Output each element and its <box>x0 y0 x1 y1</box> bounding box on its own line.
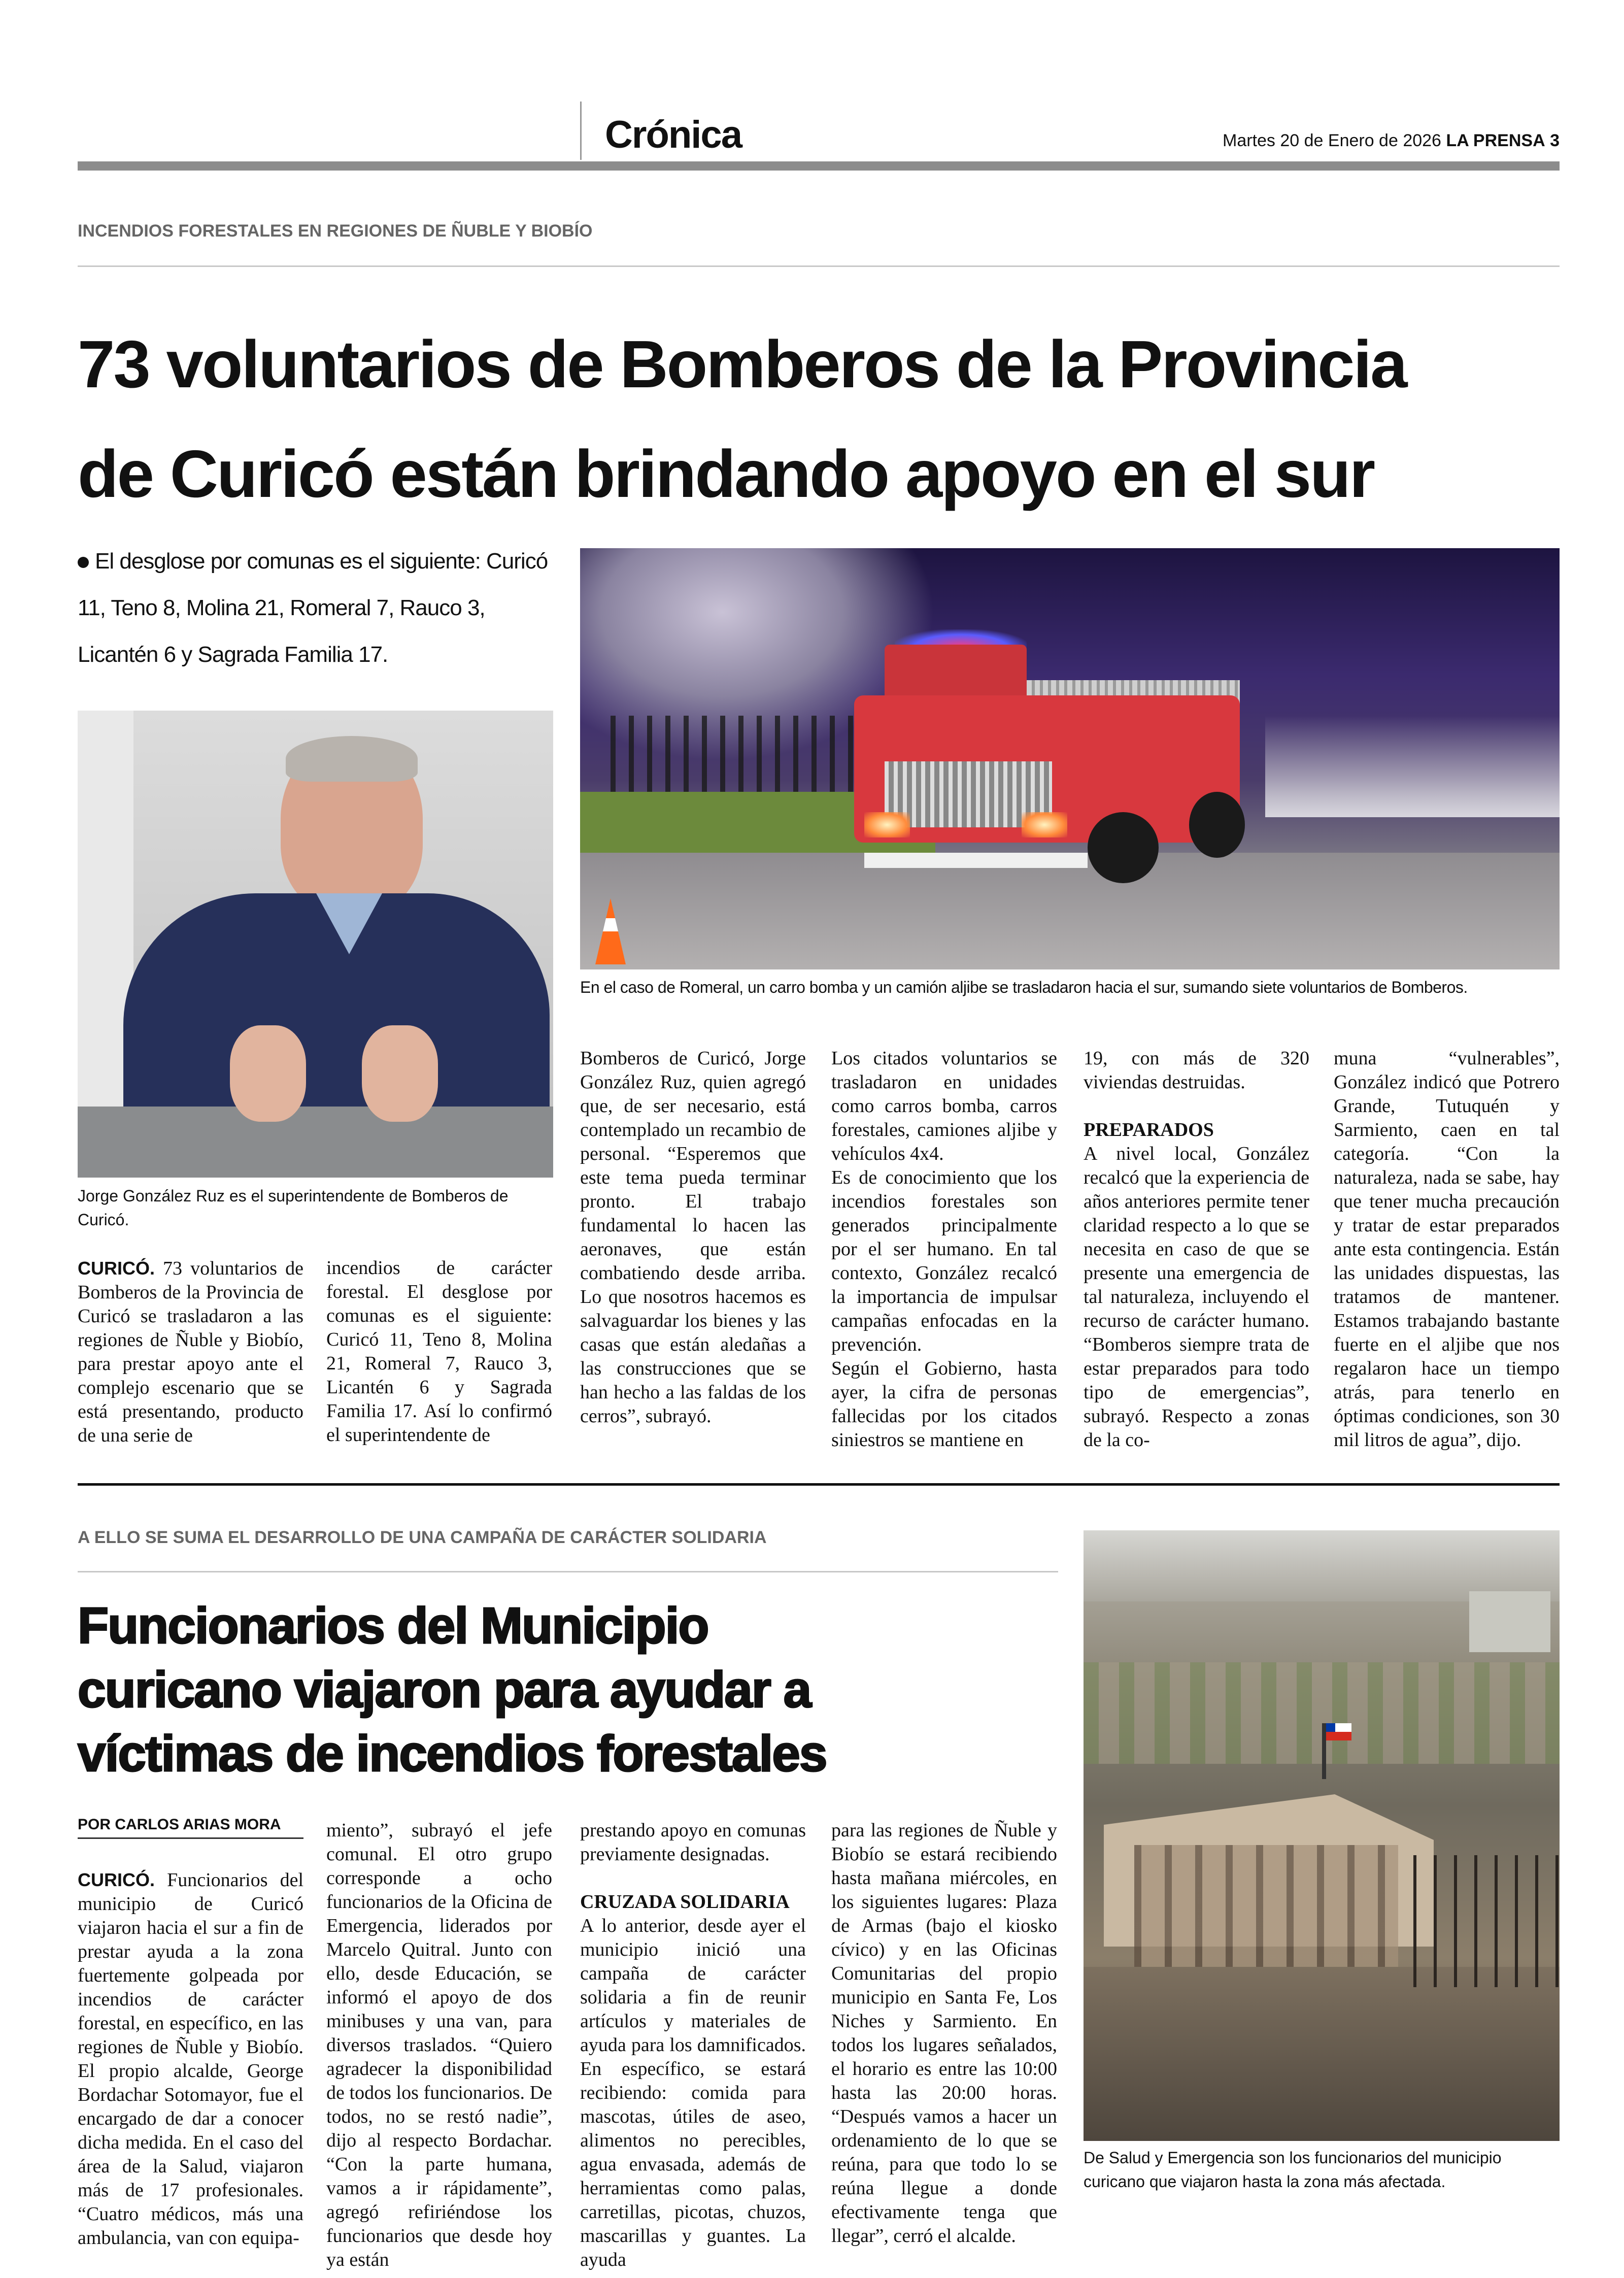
header-separator <box>580 102 582 160</box>
article1-column-6 <box>1334 1047 1560 1452</box>
body-text: 73 voluntarios de Bomberos de la Provincia de Curicó se trasladaron a las regiones de Ñuble y Biobío, para prestar apoyo ante el complejo escenario que se está presentando, producto de una serie de <box>78 1258 303 1446</box>
bullet-icon <box>78 557 89 568</box>
body-text: 19, con más de 320 viviendas destruidas. <box>1084 1048 1309 1093</box>
article2-column-1 <box>78 1868 303 2250</box>
ruins-photo-caption: De Salud y Emergencia son los funcionarios del municipio curicano que viajaron hasta la zona más afectada. <box>1084 2149 1502 2191</box>
article1-headline <box>78 310 1560 529</box>
body-text: miento”, subrayó el jefe comunal. El otro grupo corresponde a ocho funcionarios de la Oficina de Emergencia, liderados por Marcelo Quitral. Junto con ello, desde Educación, se informó el apoyo de dos minibuses y una van, para diversos traslados. “Quiero agradecer la disponibilidad de todos los funcionarios. De todos, no se restó nadie”, dijo al respecto Bordachar. “Con la parte humana, vamos a ir rápidamente”, agregó refiriéndose los funcionarios que desde hoy ya están <box>326 1820 552 2270</box>
article1-intro <box>78 538 553 678</box>
headline-line: Funcionarios del Municipio <box>78 1597 708 1654</box>
issue-date: Martes 20 de Enero de 2026 <box>1223 131 1441 150</box>
header-rule <box>78 161 1560 171</box>
headline-line: curicano viajaron para ayudar a <box>78 1661 811 1718</box>
paper-name: LA PRENSA <box>1446 131 1545 150</box>
article-divider <box>78 1483 1560 1486</box>
dateline <box>1223 131 1560 151</box>
article1-column-1 <box>78 1256 303 1448</box>
article1-column-3 <box>580 1047 806 1428</box>
intro-text: El desglose por comunas es el siguiente: Curicó 11, Teno 8, Molina 21, Romeral 7, Rauco 3, Licantén 6 y Sagrada Familia 17. <box>78 549 548 667</box>
truck-photo-caption: En el caso de Romeral, un carro bomba y un camión aljibe se trasladaron hacia el sur, sumando siete voluntarios de Bomberos. <box>580 978 1468 996</box>
body-text: Los citados voluntarios se trasladaron en unidades como carros bomba, carros forestales, camiones aljibe y vehículos 4x4. <box>831 1048 1057 1164</box>
subhead: CRUZADA SOLIDARIA <box>580 1891 790 1913</box>
article2-kicker: A ELLO SE SUMA EL DESARROLLO DE UNA CAMPAÑA DE CARÁCTER SOLIDARIA <box>78 1528 767 1547</box>
body-text: Bomberos de Curicó, Jorge González Ruz, quien agregó que, de ser necesario, está contemplado un recambio de personal. “Esperemos que este tema pueda terminar pronto. El trabajo fundamental lo hacen las aeronaves, que están combatiendo desde arriba. Lo que nosotros hacemos es salvaguardar los bienes y las casas que están aledañas a las construcciones que se han hecho a las faldas de los cerros”, subrayó. <box>580 1048 806 1427</box>
body-text: A nivel local, González recalcó que la experiencia de años anteriores permite tener claridad respecto a lo que se necesita en caso de que se presente una emergencia de tal naturaleza, incluyendo el recurso de carácter humano. “Bomberos siempre trata de estar preparados para todo tipo de emergencias”, subrayó. Respecto a zonas de la co- <box>1084 1143 1309 1451</box>
kicker-rule <box>78 265 1560 267</box>
article1-column-2 <box>326 1256 552 1447</box>
kicker-rule <box>78 1571 1058 1572</box>
portrait-caption: Jorge González Ruz es el superintendente de Bomberos de Curicó. <box>78 1187 509 1229</box>
section-title: Crónica <box>605 113 741 156</box>
article2-column-4 <box>831 1819 1057 2248</box>
fire-truck-photo <box>580 548 1560 969</box>
body-text: para las regiones de Ñuble y Biobío se estará recibiendo hasta mañana miércoles, en los siguientes lugares: Plaza de Armas (bajo el kiosko cívico) y en las Oficinas Comunitarias del propio municipio en Santa Fe, Los Niches y Sarmiento. En todos los lugares señalados, el horario es entre las 10:00 hasta las 20:00 horas. “Después vamos a hacer un ordenamiento de lo que se reúna, para que todo lo se reúna llegue a donde efectivamente tenga que llegar”, cerró el alcalde. <box>831 1820 1057 2247</box>
article1-kicker: INCENDIOS FORESTALES EN REGIONES DE ÑUBLE Y BIOBÍO <box>78 221 593 241</box>
burned-houses-photo <box>1084 1530 1560 2141</box>
body-text: Es de conocimiento que los incendios forestales son generados principalmente por el ser humano. En tal contexto, González recalcó la importancia de impulsar campañas enfocadas en la prevención. <box>831 1167 1057 1355</box>
dateline-place: CURICÓ. <box>78 1258 155 1279</box>
body-text: prestando apoyo en comunas previamente designadas. <box>580 1820 806 1865</box>
headline-line: 73 voluntarios de Bomberos de la Provincia <box>78 327 1406 401</box>
body-text: incendios de carácter forestal. El desglose por comunas es el siguiente: Curicó 11, Teno 8, Molina 21, Romeral 7, Rauco 3, Licantén 6 y Sagrada Familia 17. Así lo confirmó el superintendente de <box>326 1257 552 1446</box>
subhead: PREPARADOS <box>1084 1119 1214 1141</box>
article2-column-2 <box>326 1819 552 2272</box>
headline-line: de Curicó están brindando apoyo en el sur <box>78 437 1374 511</box>
article2-headline <box>78 1594 1058 1786</box>
article1-column-4 <box>831 1047 1057 1452</box>
body-text: A lo anterior, desde ayer el municipio inició una campaña de carácter solidaria a fin de reunir artículos y materiales de ayuda para los damnificados. En específico, se estará recibiendo: comida para mascotas, útiles de aseo, alimentos no perecibles, agua envasada, además de herramientas como palas, carretillas, picotas, chuzos, mascarillas y guantes. La ayuda <box>580 1915 806 2270</box>
body-text: Funcionarios del municipio de Curicó viajaron hacia el sur a fin de prestar ayuda a la zona fuertemente golpeada por incendios de carácter forestal, en específico, en las regiones de Ñuble y Biobío. El propio alcalde, George Bordachar Sotomayor, fue el encargado de dar a conocer dicha medida. En el caso del área de la Salud, viajaron más de 17 profesionales. “Cuatro médicos, más una ambulancia, van con equipa- <box>78 1869 303 2249</box>
dateline-place: CURICÓ. <box>78 1869 155 1890</box>
article1-column-5 <box>1084 1047 1309 1452</box>
article2-column-3 <box>580 1819 806 2272</box>
byline: POR CARLOS ARIAS MORA <box>78 1816 303 1839</box>
page-number: 3 <box>1550 131 1560 150</box>
superintendent-portrait-photo <box>78 711 553 1178</box>
body-text: muna “vulnerables”, González indicó que Potrero Grande, Tutuquén y Sarmiento, caen en tal categoría. “Con la naturaleza, nada se sabe, hay que tener mucha precaución y tratar de estar preparados ante esta contingencia. Están las unidades dispuestas, las tratamos de mantener. Estamos trabajando bastante fuerte en el aljibe que nos regalaron hace un tiempo atrás, para tenerlo en óptimas condiciones, son 30 mil litros de agua”, dijo. <box>1334 1048 1560 1451</box>
headline-line: víctimas de incendios forestales <box>78 1725 827 1782</box>
body-text: Según el Gobierno, hasta ayer, la cifra de personas fallecidas por los citados siniestros se mantiene en <box>831 1358 1057 1451</box>
